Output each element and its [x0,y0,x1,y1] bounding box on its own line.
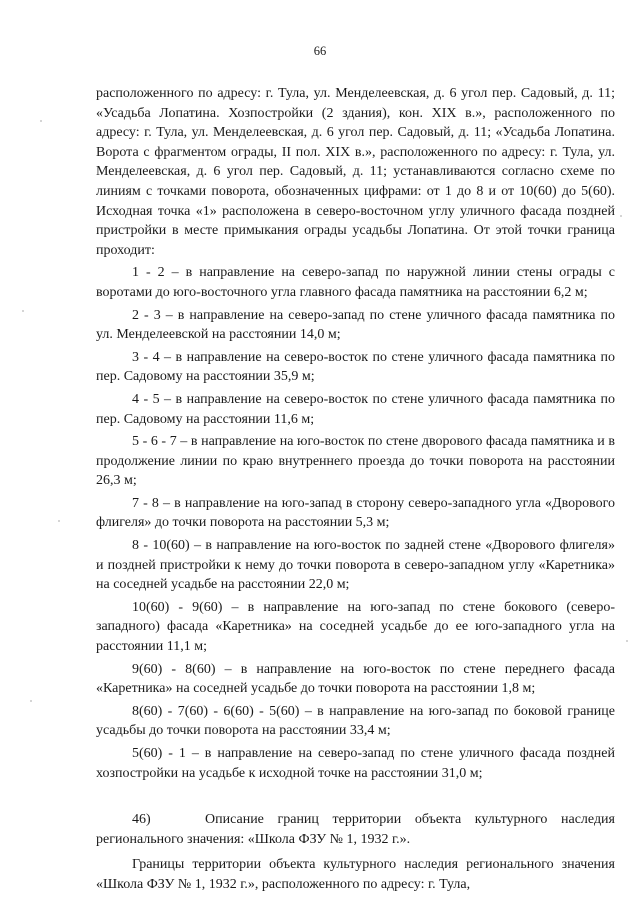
scan-speck [58,520,60,522]
document-body [96,84,619,895]
boundary-item-5-6-7: 5 - 6 - 7 – в направление на юго-восток по стене дворового фасада памятника и в продолжение линии по краю внутреннего проезда до точки поворота на расстоянии 26,3 м; [96,434,615,489]
boundary-item-2-3: 2 - 3 – в направление на северо-запад по стене уличного фасада памятника по ул. Менделеевской на расстоянии 14,0 м; [96,307,615,343]
boundary-item-3-4: 3 - 4 – в направление на северо-восток по стене уличного фасада памятника по пер. Садовому на расстоянии 35,9 м; [96,349,615,385]
closing-paragraph: Границы территории объекта культурного наследия регионального значения «Школа ФЗУ № 1, 1932 г.», расположенного по адресу: г. Тула, [96,857,615,892]
boundary-item-4-5: 4 - 5 – в направление на северо-восток по стене уличного фасада памятника по пер. Садовому на расстоянии 11,6 м; [96,391,615,427]
boundary-item-9-60-8-60: 9(60) - 8(60) – в направление на юго-восток по стене переднего фасада «Каретника» на соседней усадьбе до точки поворота на расстоянии 1,8 м; [96,661,615,697]
intro-paragraph: расположенного по адресу: г. Тула, ул. Менделеевская, д. 6 угол пер. Садовый, д. 11; «Усадьба Лопатина. Хозпостройки (2 здания), кон. XIX в.», расположенного по адресу: г. Тула, ул. Менделеевская, д. 6 угол пер. Садовый, д. 11; «Усадьба Лопатина. Ворота с фрагментом ограды, II пол. XIX в.», расположенного по адресу: г. Тула, ул. Менделеевская, д. 6 угол пер. Садовый, д. 11; устанавливаются согласно схеме по линиям с точками поворота, обозначенных цифрами: от 1 до 8 и от 10(60) до 5(60). Исходная точка «1» расположена в северо-восточном углу уличного фасада поздней пристройки в месте примыкания ограды усадьбы Лопатина. От этой точки граница проходит: [96,86,615,258]
boundary-item-10-60-9-60: 10(60) - 9(60) – в направление на юго-запад по стене бокового (северо-западного) фасада «Каретника» на соседней усадьбе до ее юго-западного угла на расстоянии 11,1 м; [96,599,615,655]
boundary-item-1-2: 1 - 2 – в направление на северо-запад по наружной линии стены ограды с воротами до юго-восточного угла главного фасада памятника на расстоянии 6,2 м; [96,265,615,300]
scan-speck [40,120,42,122]
boundary-item-5-60-1: 5(60) - 1 – в направление на северо-запад по стене уличного фасада поздней хозпостройки на усадьбе к исходной точке на расстоянии 31,0 м; [96,746,615,781]
boundary-item-8-10-60: 8 - 10(60) – в направление на юго-восток по задней стене «Дворового флигеля» и поздней пристройки к нему до точки поворота в северо-западном углу «Каретника» на соседней усадьбе на расстоянии 22,0 м; [96,538,615,593]
page-number: 66 [313,44,327,58]
scan-speck [626,640,628,642]
scan-speck [22,310,24,312]
section-gap [96,786,615,810]
scan-speck [620,215,622,217]
section-heading: 46) Описание границ территории объекта культурного наследия регионального значения: «Школа ФЗУ № 1, 1932 г.». [96,812,619,847]
boundary-item-8-60-5-60: 8(60) - 7(60) - 6(60) - 5(60) – в направление на юго-запад по боковой границе усадьбы до точки поворота на расстоянии 33,4 м; [96,703,615,739]
scan-speck [30,700,32,702]
boundary-item-7-8: 7 - 8 – в направление на юго-запад в сторону северо-западного угла «Дворового флигеля» до точки поворота на расстоянии 5,3 м; [96,495,615,531]
